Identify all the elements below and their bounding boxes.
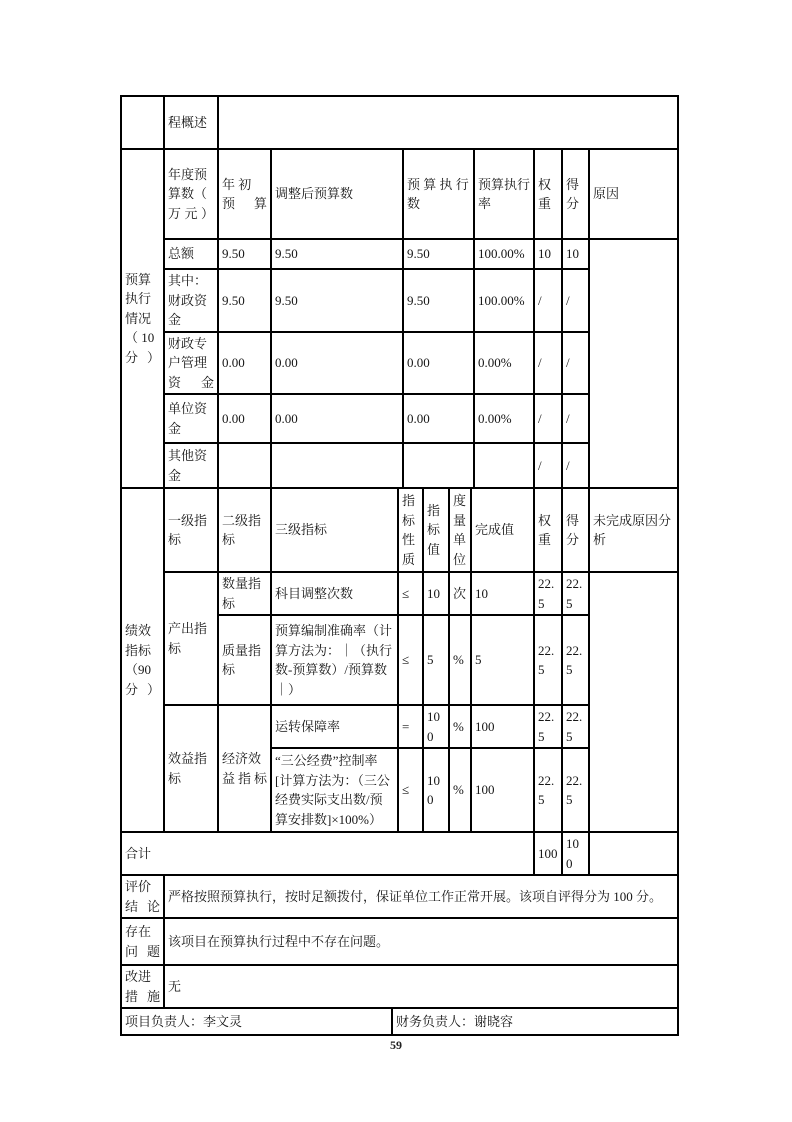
budget-header-execution-rate: 预算执行率 — [474, 149, 534, 239]
perf-nature-cell: = — [398, 705, 423, 748]
perf-done-cell: 100 — [471, 748, 534, 832]
budget-cell-weight: / — [534, 443, 562, 488]
perf-unit-cell: % — [449, 705, 471, 748]
problems-label: 存在问题 — [121, 918, 164, 965]
evaluation-table — [120, 95, 677, 1036]
perf-score-cell: 22.5 — [562, 748, 589, 832]
budget-cell-adjusted — [271, 443, 403, 488]
perf-header-nature: 指标性质 — [398, 488, 423, 572]
budget-cell-score: / — [562, 332, 589, 395]
perf-score-cell: 22.5 — [562, 572, 589, 615]
budget-row-label: 总额 — [164, 239, 218, 269]
page-number: 59 — [390, 1038, 402, 1052]
perf-nature-cell: ≤ — [398, 615, 423, 705]
perf-level2-cell: 质量指标 — [218, 615, 271, 705]
perf-weight-cell: 22.5 — [534, 572, 562, 615]
budget-cell-executed: 9.50 — [403, 239, 474, 269]
perf-header-target: 指标值 — [423, 488, 449, 572]
perf-score-cell: 22.5 — [562, 615, 589, 705]
total-weight: 100 — [534, 832, 562, 875]
perf-nature-cell: ≤ — [398, 572, 423, 615]
signatures-table — [120, 1007, 679, 1036]
performance-indicators-table — [120, 487, 679, 833]
process-overview-table — [120, 95, 679, 150]
budget-cell-executed: 9.50 — [403, 269, 474, 332]
table-row — [121, 875, 678, 918]
perf-target-cell: 100 — [423, 748, 449, 832]
budget-cell-adjusted: 9.50 — [271, 269, 403, 332]
table-row — [121, 965, 678, 1008]
perf-header-incomplete-reason: 未完成原因分析 — [589, 488, 678, 572]
perf-indicator-name: 运转保障率 — [271, 705, 398, 748]
budget-section-label: 预算执行情况（ 10 分） — [121, 149, 164, 488]
budget-execution-table — [120, 148, 679, 489]
perf-header-unit: 度量单位 — [449, 488, 471, 572]
table-row — [121, 918, 678, 965]
budget-cell-executed: 0.00 — [403, 394, 474, 443]
budget-header-reason: 原因 — [589, 149, 678, 239]
table-row — [121, 239, 678, 269]
perf-header-score: 得分 — [562, 488, 589, 572]
overview-left-spacer-cell — [121, 96, 164, 149]
budget-row-label: 其他资金 — [164, 443, 218, 488]
perf-header-done: 完成值 — [471, 488, 534, 572]
budget-header-executed: 预 算 执 行数 — [403, 149, 474, 239]
perf-target-cell: 5 — [423, 615, 449, 705]
budget-cell-initial: 0.00 — [218, 332, 271, 395]
budget-cell-score: / — [562, 443, 589, 488]
total-table — [120, 831, 679, 876]
perf-weight-cell: 22.5 — [534, 615, 562, 705]
perf-header-level1: 一级指标 — [164, 488, 218, 572]
perf-weight-cell: 22.5 — [534, 705, 562, 748]
budget-reason-cell — [589, 239, 678, 488]
perf-unit-cell: % — [449, 748, 471, 832]
perf-done-cell: 5 — [471, 615, 534, 705]
total-label: 合计 — [121, 832, 534, 875]
perf-unit-cell: % — [449, 615, 471, 705]
perf-indicator-name: 科目调整次数 — [271, 572, 398, 615]
budget-cell-adjusted: 9.50 — [271, 239, 403, 269]
budget-cell-rate: 100.00% — [474, 269, 534, 332]
perf-header-level3: 三级指标 — [271, 488, 398, 572]
budget-cell-rate: 0.00% — [474, 332, 534, 395]
perf-level1-cell: 效益指标 — [164, 705, 218, 832]
budget-cell-rate — [474, 443, 534, 488]
budget-cell-rate: 0.00% — [474, 394, 534, 443]
budget-header-initial: 年 初 预算 — [218, 149, 271, 239]
budget-header-weight: 权重 — [534, 149, 562, 239]
perf-indicator-name: 预算编制准确率（计算方法为：｜（执行数-预算数）/预算数｜） — [271, 615, 398, 705]
budget-cell-score: / — [562, 394, 589, 443]
total-score: 100 — [562, 832, 589, 875]
budget-cell-rate: 100.00% — [474, 239, 534, 269]
budget-cell-weight: / — [534, 394, 562, 443]
perf-incomplete-reason-cell — [589, 572, 678, 832]
perf-weight-cell: 22.5 — [534, 748, 562, 832]
budget-cell-adjusted: 0.00 — [271, 394, 403, 443]
perf-unit-cell: 次 — [449, 572, 471, 615]
finance-manager-signature: 财务负责人：谢晓容 — [392, 1008, 678, 1035]
overview-value-cell — [218, 96, 678, 149]
budget-cell-initial — [218, 443, 271, 488]
performance-section-label: 绩效指标（90 分） — [121, 488, 164, 832]
perf-nature-cell: ≤ — [398, 748, 423, 832]
perf-done-cell: 100 — [471, 705, 534, 748]
budget-row-label: 其中：财政资金 — [164, 269, 218, 332]
perf-score-cell: 22.5 — [562, 705, 589, 748]
budget-cell-score: 10 — [562, 239, 589, 269]
budget-cell-executed — [403, 443, 474, 488]
overview-label-cell: 程概述 — [164, 96, 218, 149]
budget-cell-weight: / — [534, 269, 562, 332]
table-row — [121, 1008, 678, 1035]
conclusion-label: 评价结论 — [121, 875, 164, 918]
budget-cell-initial: 9.50 — [218, 269, 271, 332]
budget-row-label: 财政专户管理资金 — [164, 332, 218, 395]
perf-target-cell: 10 — [423, 572, 449, 615]
budget-header-annual: 年度预算数（ 万元） — [164, 149, 218, 239]
table-row — [121, 572, 678, 615]
measures-text: 无 — [164, 965, 678, 1008]
budget-cell-initial: 9.50 — [218, 239, 271, 269]
budget-header-adjusted: 调整后预算数 — [271, 149, 403, 239]
budget-cell-weight: / — [534, 332, 562, 395]
problems-text: 该项目在预算执行过程中不存在问题。 — [164, 918, 678, 965]
budget-header-score: 得分 — [562, 149, 589, 239]
perf-header-weight: 权重 — [534, 488, 562, 572]
perf-level1-cell: 产出指标 — [164, 572, 218, 705]
perf-target-cell: 100 — [423, 705, 449, 748]
perf-level2-cell: 数量指标 — [218, 572, 271, 615]
project-manager-signature: 项目负责人：李文灵 — [121, 1008, 392, 1035]
budget-cell-executed: 0.00 — [403, 332, 474, 395]
budget-row-label: 单位资金 — [164, 394, 218, 443]
perf-indicator-name: “三公经费”控制率[计算方法为：（三公经费实际支出数/预算安排数]×100%） — [271, 748, 398, 832]
conclusion-text: 严格按照预算执行，按时足额拨付，保证单位工作正常开展。该项自评得分为 100 分。 — [164, 875, 678, 918]
perf-header-level2: 二级指标 — [218, 488, 271, 572]
budget-cell-weight: 10 — [534, 239, 562, 269]
table-row — [121, 832, 678, 875]
measures-label: 改进措施 — [121, 965, 164, 1008]
perf-level2-cell: 经济效益指标 — [218, 705, 271, 832]
perf-done-cell: 10 — [471, 572, 534, 615]
budget-cell-adjusted: 0.00 — [271, 332, 403, 395]
summary-table — [120, 874, 679, 1009]
budget-cell-score: / — [562, 269, 589, 332]
budget-cell-initial: 0.00 — [218, 394, 271, 443]
total-empty-cell — [589, 832, 678, 875]
